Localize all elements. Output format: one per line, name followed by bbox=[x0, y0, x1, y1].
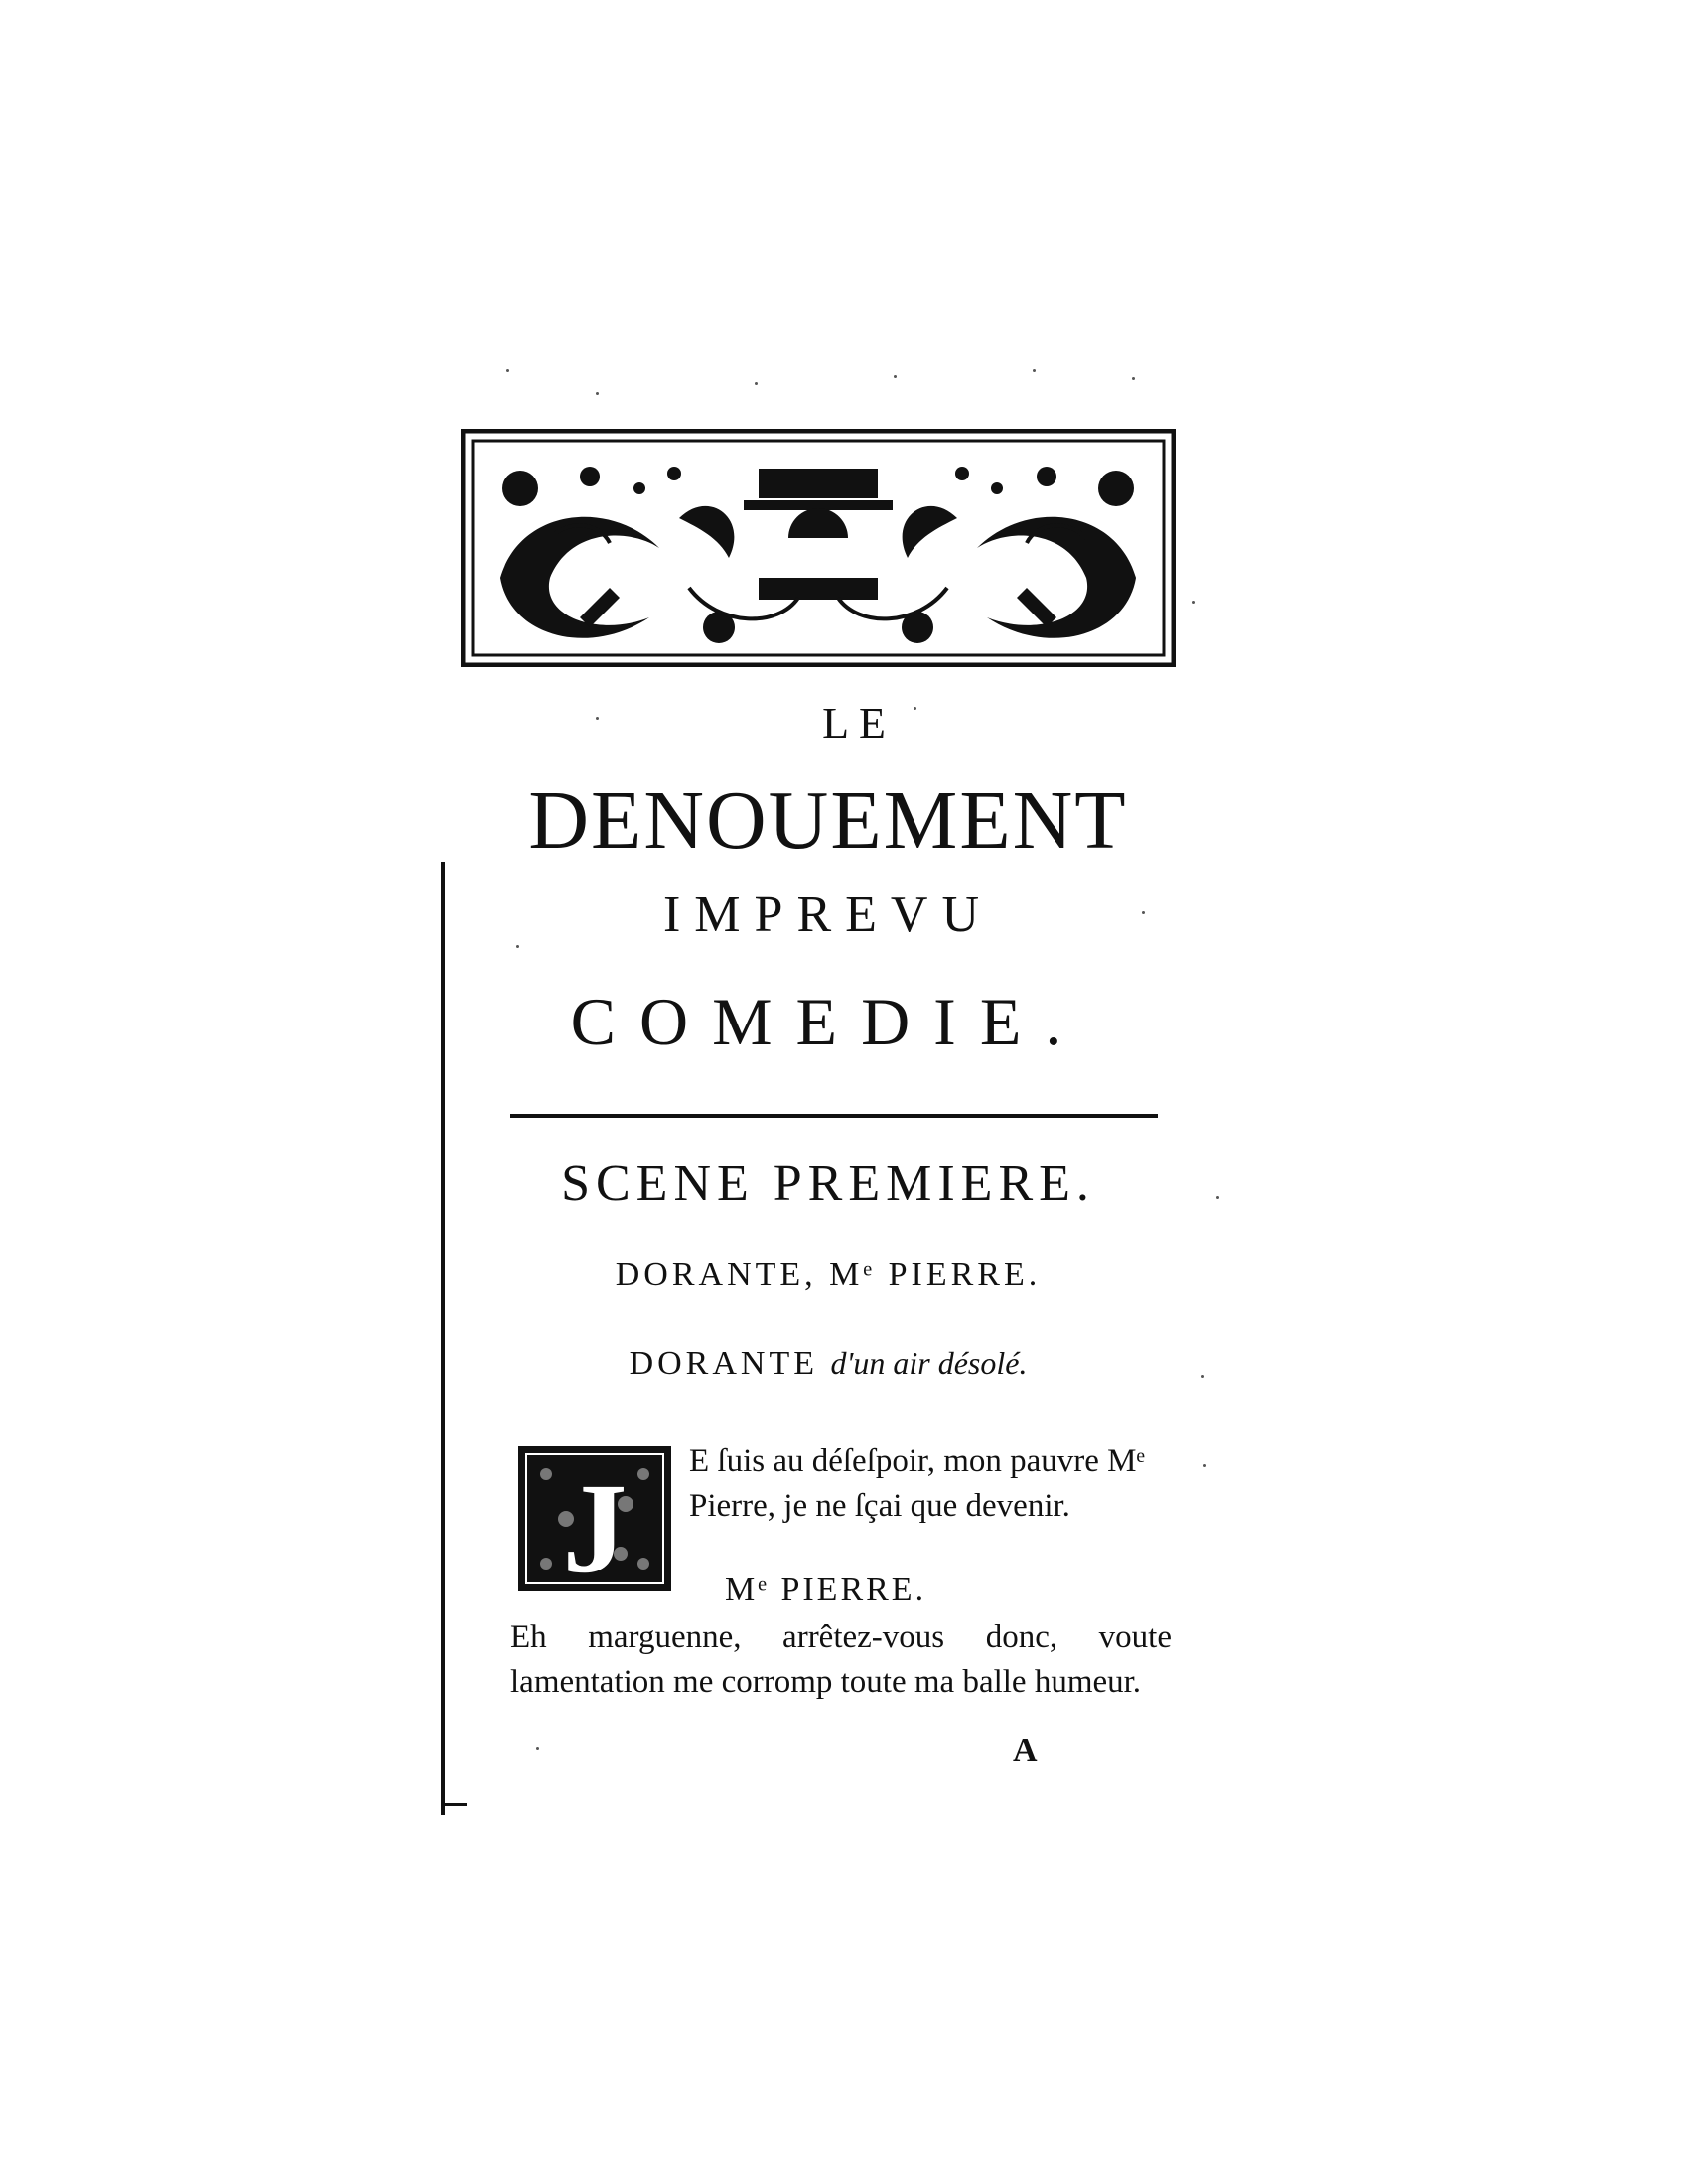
scan-speck bbox=[506, 369, 509, 372]
scene-heading: SCENE PREMIERE. bbox=[561, 1156, 1095, 1212]
scan-speck bbox=[894, 375, 897, 378]
drop-cap-initial bbox=[516, 1444, 673, 1593]
title-subtitle: IMPREVU bbox=[662, 887, 994, 943]
title-genre: COMEDIE. bbox=[570, 984, 1086, 1059]
divider-rule bbox=[510, 1114, 1158, 1118]
scan-speck bbox=[914, 707, 916, 710]
scan-speck bbox=[1216, 1196, 1219, 1199]
scan-speck bbox=[596, 717, 599, 720]
page-edge-line bbox=[441, 862, 445, 1815]
scan-speck bbox=[1201, 1375, 1204, 1378]
drop-cap-letter: J bbox=[562, 1457, 628, 1593]
speaker-name: DORANTE bbox=[629, 1345, 818, 1382]
title-main: DENOUEMENT bbox=[528, 774, 1128, 867]
scan-speck bbox=[1192, 601, 1195, 604]
scan-speck bbox=[1132, 377, 1135, 380]
page-edge-foot bbox=[441, 1803, 467, 1806]
speech-dorante: E ſuis au déſeſpoir, mon pauvre Mᵉ Pierre, je ne ſçai que devenir. bbox=[689, 1443, 1145, 1524]
scan-speck bbox=[1203, 1464, 1206, 1467]
scan-speck bbox=[1033, 369, 1036, 372]
stage-direction: d'un air désolé. bbox=[830, 1345, 1028, 1381]
scan-speck bbox=[516, 945, 519, 948]
scan-speck bbox=[1142, 911, 1145, 914]
characters-line: DORANTE, Mᵉ PIERRE. bbox=[615, 1256, 1042, 1293]
title-article: LE bbox=[822, 699, 896, 748]
signature-mark: A bbox=[1013, 1732, 1038, 1769]
speaker-line-dorante bbox=[491, 1345, 1166, 1383]
ornamental-headpiece bbox=[461, 429, 1176, 667]
scan-speck bbox=[536, 1747, 539, 1750]
speech-pierre: Eh marguenne, arrêtez-vous donc, voute lamentation me corromp toute ma balle humeur. bbox=[510, 1619, 1172, 1700]
scan-speck bbox=[596, 392, 599, 395]
scan-speck bbox=[755, 382, 758, 385]
speaker-pierre: Mᵉ PIERRE. bbox=[725, 1571, 927, 1608]
